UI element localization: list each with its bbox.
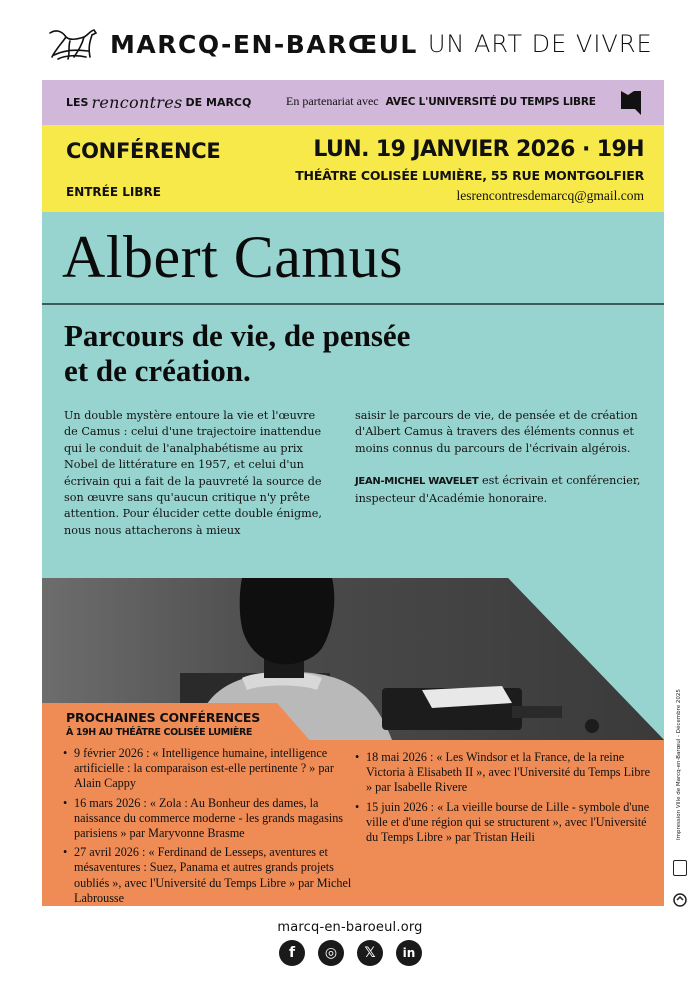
event-date: LUN. 19 JANVIER 2026 · 19H (313, 137, 644, 162)
partner-band (42, 80, 664, 125)
contact-email-link[interactable]: lesrencontresdemarcq@gmail.com (456, 188, 644, 203)
facebook-icon[interactable]: f (279, 940, 305, 966)
upcoming-heading: PROCHAINES CONFÉRENCES (66, 710, 261, 725)
website-link[interactable]: marcq-en-baroeul.org (277, 920, 423, 935)
print-device-icon (673, 860, 687, 876)
upcoming-list-right (354, 750, 654, 849)
list-item: • 9 février 2026 : « Intelligence humaine, intelligence artificielle : la comparaison est-elle pertinente ? » par Alain Cappy (62, 746, 352, 792)
series-les: LES (66, 96, 89, 109)
horse-logo-icon (48, 27, 100, 61)
list-item: • 16 mars 2026 : « Zola : Au Bonheur des dames, la naissance du commerce moderne - les grands magasins parisiens » par Maryvonne Brasme (62, 796, 352, 842)
event-band (42, 125, 664, 212)
poster (42, 80, 664, 906)
social-links (279, 940, 422, 966)
print-notice: Impression Ville de Marcq-en-Barœul - Décembre 2025 (676, 689, 682, 840)
event-type: CONFÉRENCE (66, 139, 221, 163)
recycle-icon (672, 892, 688, 908)
admission-label: ENTRÉE LIBRE (66, 185, 161, 199)
partnership-text (286, 94, 596, 109)
partnership-prefix: En partenariat avec (286, 94, 379, 108)
description-right (355, 408, 645, 507)
speaker-bio (355, 473, 645, 507)
brand-name: MARCQ-EN-BARŒUL (110, 29, 418, 59)
instagram-icon[interactable]: ◎ (318, 940, 344, 966)
event-venue: THÉÂTRE COLISÉE LUMIÈRE, 55 RUE MONTGOLFIER (295, 168, 644, 183)
series-de-marcq: DE MARCQ (185, 96, 252, 109)
page-title: Albert Camus (62, 224, 403, 290)
subtitle-line-1: Parcours de vie, de pensée (64, 318, 411, 353)
x-icon[interactable]: 𝕏 (357, 940, 383, 966)
upcoming-list-left (62, 746, 352, 910)
partner-name: AVEC L'UNIVERSITÉ DU TEMPS LIBRE (385, 96, 596, 108)
speaker-name: JEAN-MICHEL WAVELET (355, 476, 479, 488)
list-item: • 18 mai 2026 : « Les Windsor et la France, de la reine Victoria à Elisabeth II », avec l'Université du Temps Libre » par Isabelle Rivere (354, 750, 654, 796)
upcoming-subheading: À 19H AU THÉÂTRE COLISÉE LUMIÈRE (66, 727, 253, 738)
utl-logo-icon (621, 91, 641, 115)
header (48, 24, 658, 64)
speaker-bio-text: est écrivain et conférencier, inspecteur d'Académie honoraire. (355, 474, 641, 505)
subtitle (64, 318, 410, 388)
subtitle-line-2: et de création. (64, 353, 251, 388)
list-item: • 15 juin 2026 : « La vieille bourse de Lille - symbole d'une ville et d'une région qui se structurent », avec l'Université du Temps Libre » par Tristan Heili (354, 800, 654, 846)
title-divider (42, 303, 664, 305)
description-paragraph-2: saisir le parcours de vie, de pensée et de création d'Albert Camus à travers des éléments connus et moins connus du parcours de l'écrivain algérois. (355, 409, 638, 455)
series-rencontres: rencontres (91, 93, 183, 112)
description-left (64, 408, 332, 539)
list-item: • 27 avril 2026 : « Ferdinand de Lesseps, aventures et mésaventures : Suez, Panama et autres grands projets oubliés », avec l'Université du Temps Libre » par Michel Labrousse (62, 845, 352, 906)
linkedin-icon[interactable]: in (396, 940, 422, 966)
description-paragraph-1: Un double mystère entoure la vie et l'œuvre de Camus : celui d'une trajectoire inattendue qui le conduit de l'analphabétisme au prix Nobel de littérature en 1957, et celui d'un écrivain qui a fait de la pauvreté la source de son œuvre sans qu'aucun critique n'y prête attention. Pour élucider cette double énigme, nous nous attacherons à mieux (64, 409, 322, 537)
brand-tagline: UN ART DE VIVRE (427, 30, 653, 58)
